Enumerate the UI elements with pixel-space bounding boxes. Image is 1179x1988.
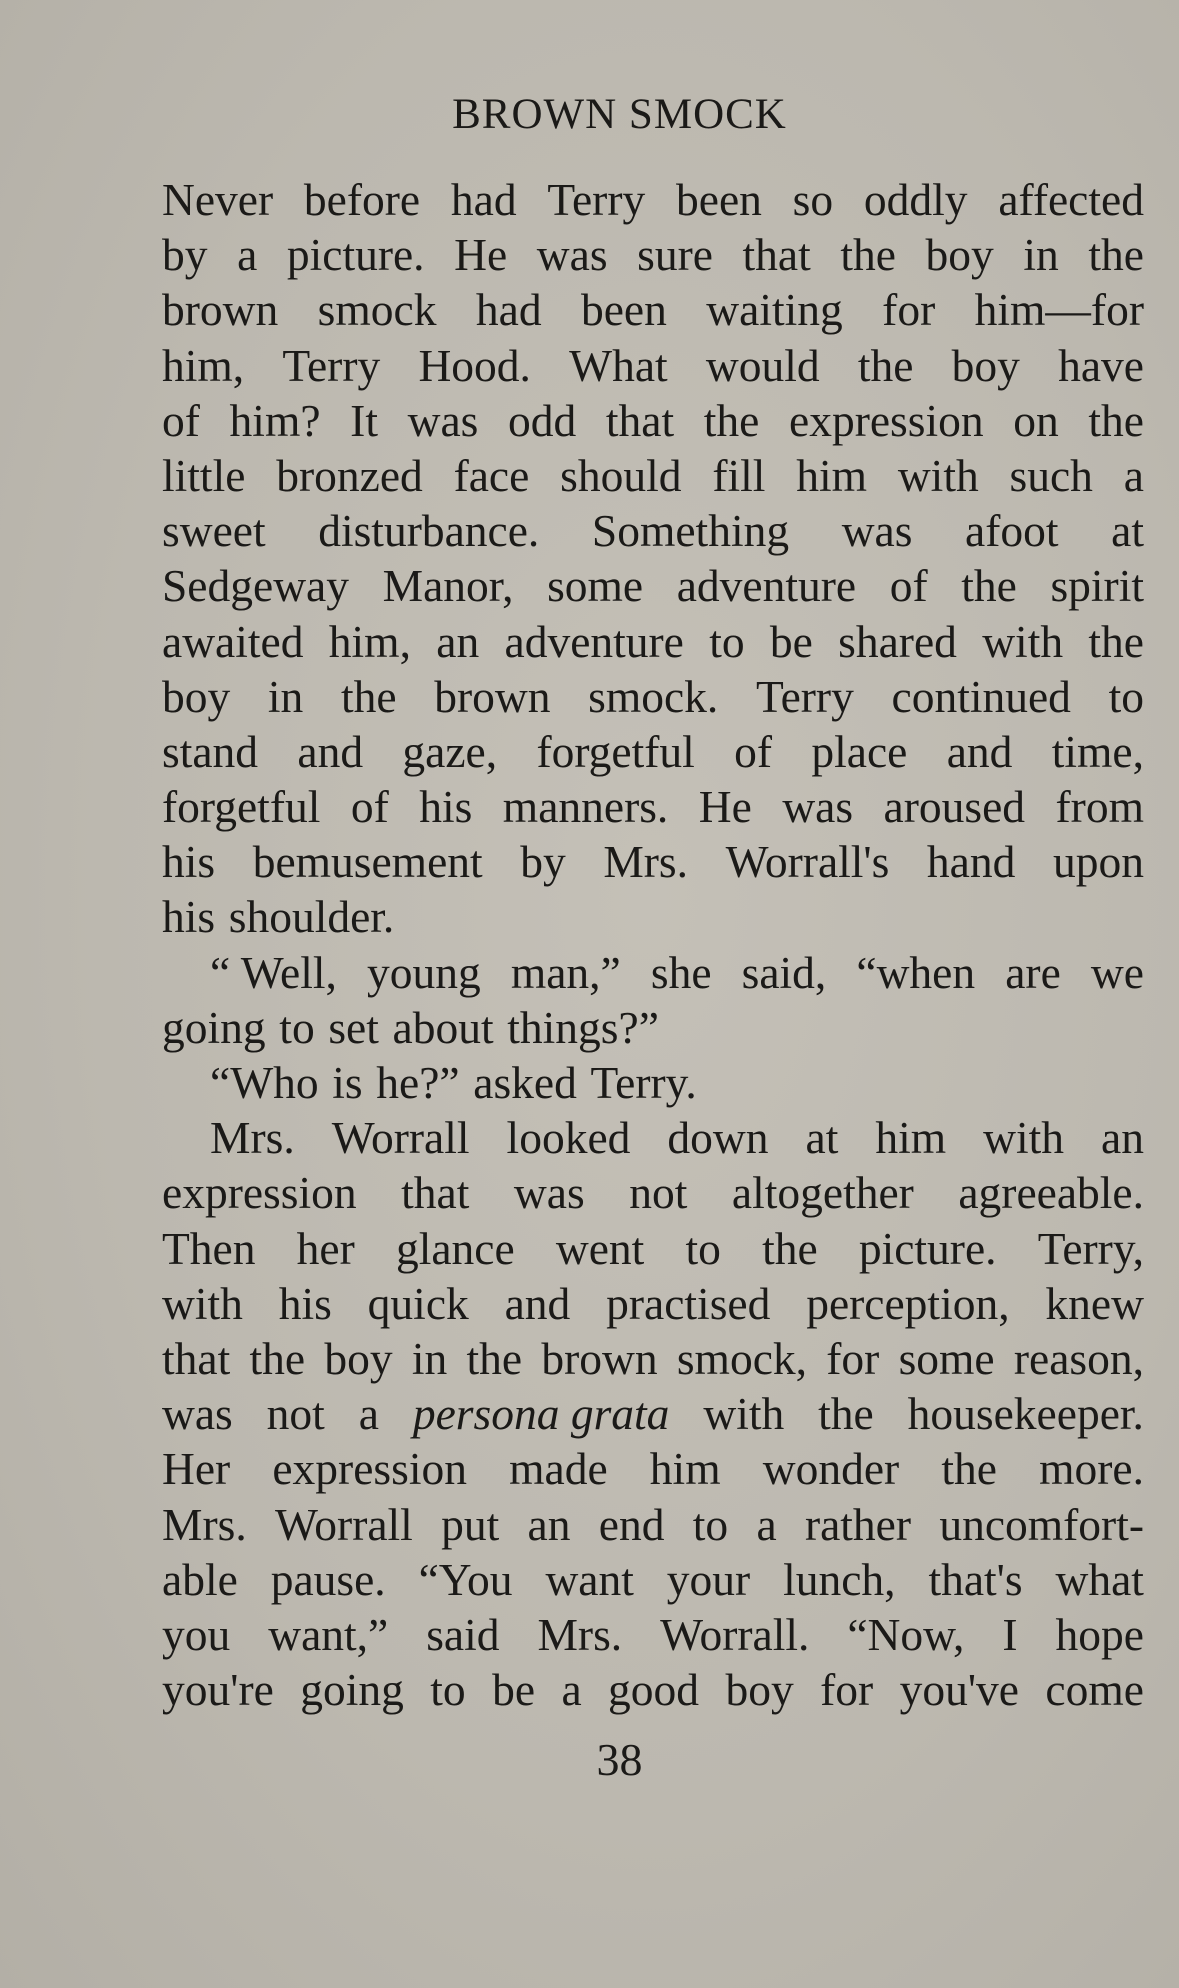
word: with <box>982 615 1064 667</box>
word: are <box>1005 946 1061 998</box>
word: and <box>946 725 1013 777</box>
word: hand <box>926 836 1016 888</box>
word: Terry <box>547 174 646 225</box>
word: his <box>278 1277 332 1329</box>
word: Then <box>162 1222 256 1274</box>
word: the <box>340 670 397 722</box>
word: on <box>1013 394 1059 446</box>
text-line <box>162 834 1144 889</box>
word: was <box>407 394 479 446</box>
word: the <box>818 1388 874 1440</box>
word: picture. <box>858 1222 997 1274</box>
word: bronzed <box>276 449 423 501</box>
word: oddly <box>863 174 968 225</box>
word: place <box>811 725 908 777</box>
word: Mrs. <box>603 836 689 888</box>
word: want <box>545 1553 634 1605</box>
running-head: BROWN SMOCK <box>452 91 787 138</box>
word: a <box>1123 449 1144 501</box>
text-line <box>162 945 1144 1000</box>
word: was <box>841 505 913 557</box>
word: Worrall <box>331 1112 470 1164</box>
word: the <box>762 1222 818 1274</box>
body-text <box>162 172 1144 1717</box>
word: what <box>1055 1553 1144 1605</box>
word: the <box>249 1332 306 1384</box>
word: him <box>875 1112 947 1164</box>
word: He <box>454 229 508 281</box>
word: looked <box>506 1112 631 1164</box>
word: picture. <box>286 229 425 281</box>
word: boy <box>925 229 994 281</box>
word: to <box>430 1664 466 1716</box>
word: spirit <box>1050 560 1144 612</box>
word: brown <box>541 1332 658 1384</box>
word: going <box>162 1001 266 1053</box>
word: afoot <box>965 505 1059 557</box>
text-line <box>162 338 1144 393</box>
word: of <box>350 781 389 833</box>
word: was <box>536 229 608 281</box>
word: “Now, <box>847 1608 965 1660</box>
text-line <box>162 1497 1144 1552</box>
word: asked <box>473 1057 577 1108</box>
word: agreeable. <box>958 1167 1144 1219</box>
word: sure <box>637 229 713 281</box>
word: made <box>509 1443 608 1495</box>
word: expression <box>162 1167 357 1219</box>
word: the <box>857 339 914 391</box>
word: Worrall <box>274 1498 413 1550</box>
word: that <box>605 394 675 446</box>
word: a <box>237 229 258 281</box>
word: sweet <box>162 505 266 557</box>
word: hope <box>1055 1608 1144 1660</box>
word: been <box>580 284 667 336</box>
word: the <box>1088 615 1144 667</box>
text-line <box>162 1331 1144 1386</box>
word: for <box>820 1664 874 1716</box>
word: was <box>782 781 854 833</box>
word: that <box>162 1332 231 1384</box>
word: practised <box>606 1277 771 1329</box>
text-line <box>162 558 1144 613</box>
word: you're <box>162 1664 274 1716</box>
word: be <box>769 615 813 667</box>
word: in <box>267 670 304 722</box>
word: Terry <box>282 339 381 391</box>
word: so <box>792 174 834 225</box>
word: is <box>332 1057 363 1108</box>
word: forgetful <box>536 725 695 777</box>
text-line <box>162 1441 1144 1496</box>
word: He <box>698 781 752 833</box>
word: smock. <box>588 670 719 722</box>
word: of <box>162 394 200 446</box>
word: things?” <box>507 1001 659 1053</box>
word: him <box>649 1443 721 1495</box>
word: smock <box>317 284 437 336</box>
text-line <box>162 1662 1144 1717</box>
word: him? <box>229 394 321 446</box>
text-line <box>162 393 1144 448</box>
word: altogether <box>731 1167 914 1219</box>
word: awaited <box>162 615 304 667</box>
word: stand <box>162 725 259 777</box>
word: boy <box>324 1332 393 1384</box>
word: to <box>279 1001 315 1053</box>
word: Terry, <box>1037 1222 1144 1274</box>
word: Her <box>162 1443 231 1495</box>
text-line <box>162 1386 1144 1441</box>
word: wonder <box>762 1443 900 1495</box>
word: face <box>453 449 530 501</box>
word: good <box>608 1664 700 1716</box>
word: end <box>598 1498 665 1550</box>
word: Hood. <box>418 339 531 391</box>
text-line <box>162 1000 1144 1055</box>
word: able <box>162 1553 238 1605</box>
word: to <box>1108 670 1144 722</box>
word: you've <box>899 1664 1019 1716</box>
word: her <box>296 1222 355 1274</box>
word: and <box>504 1277 571 1329</box>
word: perception, <box>806 1277 1010 1329</box>
word: at <box>805 1112 839 1164</box>
word: said, <box>741 946 827 998</box>
word: “Who <box>210 1057 319 1108</box>
word: been <box>676 174 762 225</box>
word: forgetful <box>162 781 321 833</box>
word: the <box>961 560 1017 612</box>
word: waiting <box>706 284 843 336</box>
word: to <box>692 1498 729 1550</box>
word: glance <box>395 1222 515 1274</box>
word: Sedgeway <box>162 560 349 612</box>
word: What <box>569 339 668 391</box>
word: by <box>520 836 566 888</box>
word: brown <box>162 284 279 336</box>
word: gaze, <box>402 725 498 777</box>
word: his <box>162 891 216 943</box>
word: pause. <box>270 1553 386 1605</box>
word: upon <box>1052 836 1144 888</box>
word: Worrall. <box>660 1608 810 1660</box>
word: with <box>162 1277 243 1329</box>
word: “You <box>418 1553 513 1605</box>
word: shared <box>838 615 957 667</box>
word: the <box>466 1332 523 1384</box>
word: him, <box>328 615 411 667</box>
text-line <box>162 1276 1144 1331</box>
word: young <box>367 946 481 998</box>
text-line <box>162 1552 1144 1607</box>
word: I <box>1002 1608 1018 1660</box>
word: not <box>629 1167 688 1219</box>
word: expression <box>789 394 984 446</box>
word: more. <box>1039 1443 1144 1495</box>
word: going <box>300 1664 404 1716</box>
word: It <box>350 394 378 446</box>
word: him <box>796 449 867 501</box>
word: some <box>898 1332 995 1384</box>
word: little <box>162 449 246 501</box>
word: lunch, <box>783 1553 896 1605</box>
word: be <box>492 1664 536 1716</box>
text-line <box>162 669 1144 724</box>
word: should <box>560 449 682 501</box>
word: not <box>266 1388 325 1440</box>
word: Mrs. <box>210 1112 295 1164</box>
word: such <box>1009 449 1093 501</box>
word: Mrs. <box>537 1608 623 1660</box>
word: the <box>1088 394 1144 446</box>
word: in <box>411 1332 448 1384</box>
word: fill <box>712 449 766 501</box>
word: have <box>1058 339 1144 391</box>
word: your <box>666 1553 751 1605</box>
word: aroused <box>883 781 1026 833</box>
text-line <box>162 282 1144 337</box>
word: with <box>897 449 979 501</box>
word: for <box>882 284 936 336</box>
word: to <box>709 615 745 667</box>
word: persona grata <box>412 1388 670 1440</box>
word: that's <box>928 1553 1023 1605</box>
word: a <box>561 1664 582 1716</box>
word: that <box>742 229 811 281</box>
word: by <box>162 229 208 281</box>
word: and <box>297 725 364 777</box>
word: man,” <box>510 946 621 998</box>
word: his <box>419 781 473 833</box>
word: Terry <box>755 670 854 722</box>
word: him—for <box>974 284 1144 336</box>
word: time, <box>1051 725 1144 777</box>
word: Something <box>591 505 790 557</box>
word: with <box>703 1388 785 1440</box>
text-line <box>162 1110 1144 1165</box>
word: the <box>703 394 760 446</box>
text-line <box>162 1055 1144 1110</box>
word: from <box>1055 781 1144 833</box>
word: of <box>734 725 773 777</box>
word: brown <box>434 670 551 722</box>
text-line <box>162 614 1144 669</box>
word: Terry. <box>590 1057 697 1108</box>
word: for <box>826 1332 880 1384</box>
word: down <box>667 1112 769 1164</box>
word: adventure <box>504 615 684 667</box>
word: about <box>392 1001 494 1053</box>
word: set <box>328 1001 379 1053</box>
word: adventure <box>676 560 857 612</box>
word: uncomfort- <box>939 1498 1144 1550</box>
word: some <box>547 560 644 612</box>
word: boy <box>162 670 231 722</box>
word: shoulder. <box>228 891 395 943</box>
word: a <box>756 1498 777 1550</box>
text-line <box>162 1165 1144 1220</box>
word: before <box>303 174 421 225</box>
word: was <box>162 1388 233 1440</box>
word: odd <box>508 394 577 446</box>
text-line <box>162 448 1144 503</box>
word: “ Well, <box>210 946 337 998</box>
word: his <box>162 836 216 888</box>
word: we <box>1090 946 1144 998</box>
word: to <box>685 1222 721 1274</box>
word: went <box>555 1222 645 1274</box>
word: an <box>1101 1112 1144 1164</box>
word: come <box>1045 1664 1144 1716</box>
text-line <box>162 1221 1144 1276</box>
text-line <box>162 889 1144 944</box>
word: knew <box>1045 1277 1144 1329</box>
word: in <box>1023 229 1059 281</box>
word: expression <box>272 1443 467 1495</box>
word: disturbance. <box>318 505 540 557</box>
text-line <box>162 172 1144 227</box>
word: of <box>889 560 928 612</box>
word: he?” <box>376 1057 460 1108</box>
word: housekeeper. <box>907 1388 1144 1440</box>
word: want,” <box>268 1608 389 1660</box>
word: boy <box>725 1664 794 1716</box>
word: said <box>426 1608 500 1660</box>
word: that <box>401 1167 470 1219</box>
word: an <box>436 615 480 667</box>
text-line <box>162 1607 1144 1662</box>
word: bemusement <box>252 836 483 888</box>
text-line <box>162 227 1144 282</box>
word: manners. <box>502 781 669 833</box>
word: had <box>475 284 542 336</box>
word: an <box>527 1498 571 1550</box>
word: Worrall's <box>725 836 890 888</box>
word: smock, <box>676 1332 808 1384</box>
word: you <box>162 1608 231 1660</box>
text-line <box>162 779 1144 834</box>
word: was <box>513 1167 585 1219</box>
word: with <box>983 1112 1065 1164</box>
page-number: 38 <box>596 1734 643 1785</box>
word: him, <box>162 339 245 391</box>
word: continued <box>891 670 1071 722</box>
word: rather <box>804 1498 912 1550</box>
word: she <box>650 946 712 998</box>
word: had <box>450 174 517 225</box>
word: the <box>1088 229 1144 281</box>
word: quick <box>367 1277 469 1329</box>
text-line <box>162 724 1144 779</box>
word: Manor, <box>382 560 514 612</box>
word: the <box>840 229 896 281</box>
word: would <box>705 339 820 391</box>
word: “when <box>856 946 976 998</box>
word: Mrs. <box>162 1498 247 1550</box>
text-line <box>162 503 1144 558</box>
word: put <box>441 1498 500 1550</box>
word: reason, <box>1013 1332 1144 1384</box>
word: the <box>941 1443 997 1495</box>
word: a <box>358 1388 379 1440</box>
word: Never <box>162 174 274 225</box>
word: affected <box>998 174 1144 225</box>
word: boy <box>951 339 1020 391</box>
word: at <box>1111 505 1144 557</box>
